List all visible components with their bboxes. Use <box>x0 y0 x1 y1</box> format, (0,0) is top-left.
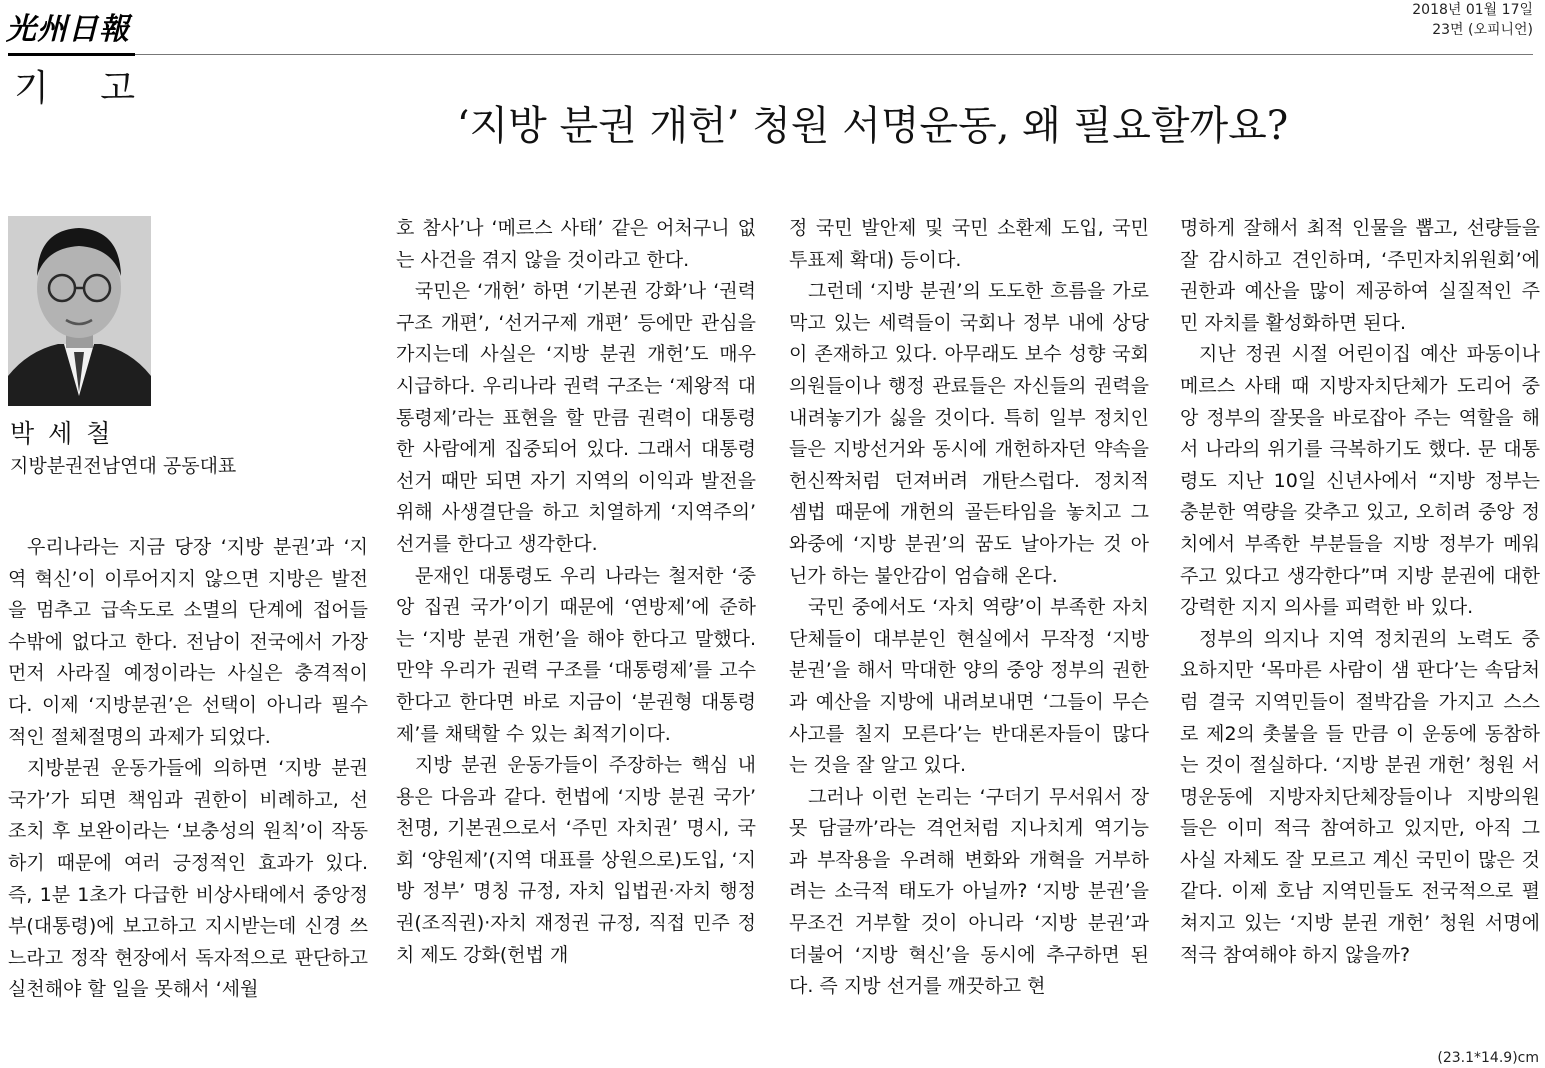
paragraph-continued: 명하게 잘해서 최적 인물을 뽑고, 선량들을 잘 감시하고 견인하며, ‘주민자치위원회’에 권한과 예산을 많이 제공하여 실질적인 주민 자치를 활성화하면 된다. <box>1180 217 1540 334</box>
publication-date: 2018년 01월 17일 <box>1412 2 1533 18</box>
publication-page: 23면 (오피니언) <box>1432 22 1533 38</box>
clipping-size-note: (23.1*14.9)cm <box>1437 1050 1539 1066</box>
paragraph: 그러나 이런 논리는 ‘구더기 무서워서 장 못 담글까’라는 격언처럼 지나치게 역기능과 부작용을 우려해 변화와 개혁을 거부하려는 소극적 태도가 아닐까? ‘지방 분권’을 무조건 거부할 것이 아니라 ‘지방 분권’과 더불어 ‘지방 혁신’을 동시에 추구하면 된다. 즉 지방 선거를 깨끗하고 현 <box>789 785 1149 998</box>
paragraph: 문재인 대통령도 우리 나라는 철저한 ‘중앙 집권 국가’이기 때문에 ‘연방제’에 준하는 ‘지방 분권 개헌’을 해야 한다고 말했다. 만약 우리가 권력 구조를 ‘대통령제’를 고수한다고 한다면 바로 지금이 ‘분권형 대통령제’를 채택할 수 있는 최적기이다. <box>396 564 756 745</box>
paragraph: 지방분권 운동가들에 의하면 ‘지방 분권 국가’가 되면 책임과 권한이 비례하고, 선 조치 후 보완이라는 ‘보충성의 원칙’이 작동하기 때문에 여러 긍정적인 효과가 있다. 즉, 1분 1초가 다급한 비상사태에서 중앙정부(대통령)에 보고하고 지시받는데 신경 쓰느라고 정작 현장에서 독자적으로 판단하고 실천해야 할 일을 못해서 ‘세월 <box>8 757 368 1001</box>
author-title: 지방분권전남연대 공동대표 <box>10 455 237 477</box>
article-headline: ‘지방 분권 개헌’ 청원 서명운동, 왜 필요할까요? <box>456 103 1289 149</box>
article-column-2 <box>396 213 756 971</box>
section-label: 기 고 <box>14 68 155 109</box>
paragraph: 지방 분권 운동가들이 주장하는 핵심 내용은 다음과 같다. 헌법에 ‘지방 분권 국가’ 천명, 기본권으로서 ‘주민 자치권’ 명시, 국회 ‘양원제’(지역 대표를 상원으로)도입, ‘지방 정부’ 명칭 규정, 자치 입법권·자치 행정권(조직권)·자치 재정권 규정, 직접 민주 정치 제도 강화(헌법 개 <box>396 754 756 966</box>
publication-info <box>1412 0 1533 40</box>
paragraph: 우리나라는 지금 당장 ‘지방 분권’과 ‘지역 혁신’이 이루어지지 않으면 지방은 발전을 멈추고 급속도로 소멸의 단계에 접어들 수밖에 없다고 한다. 전남이 전국에서 가장 먼저 사라질 예정이라는 사실은 충격적이다. 이제 ‘지방분권’은 선택이 아니라 필수적인 절체절명의 과제가 되었다. <box>8 536 368 748</box>
paragraph-continued: 정 국민 발안제 및 국민 소환제 도입, 국민 투표제 확대) 등이다. <box>789 217 1149 271</box>
paragraph: 국민은 ‘개헌’ 하면 ‘기본권 강화’나 ‘권력 구조 개편’, ‘선거구제 개편’ 등에만 관심을 가지는데 사실은 ‘지방 분권 개헌’도 매우 시급하다. 우리나라 권력 구조는 ‘제왕적 대통령제’라는 표현을 할 만큼 권력이 대통령 한 사람에게 집중되어 있다. 그래서 대통령 선거 때만 되면 자기 지역의 이익과 발전을 위해 사생결단을 하고 치열하게 ‘지역주의’ 선거를 한다고 생각한다. <box>396 280 756 555</box>
paragraph: 지난 정권 시절 어린이집 예산 파동이나 메르스 사태 때 지방자치단체가 도리어 중앙 정부의 잘못을 바로잡아 주는 역할을 해서 나라의 위기를 극복하기도 했다. 문 대통령도 지난 10일 신년사에서 “지방 정부는 충분한 역량을 갖추고 있고, 오히려 중앙 정치에서 부족한 부분들을 지방 정부가 메워주고 있다고 생각한다”며 지방 분권에 대한 강력한 지지 의사를 피력한 바 있다. <box>1180 343 1540 619</box>
paragraph: 정부의 의지나 지역 정치권의 노력도 중요하지만 ‘목마른 사람이 샘 판다’는 속담처럼 결국 지역민들이 절박감을 가지고 스스로 제2의 촛불을 들 만큼 이 운동에 동참하는 것이 절실하다. ‘지방 분권 개헌’ 청원 서명운동에 지방자치단체장들이나 지방의원들은 이미 적극 참여하고 있지만, 아직 그 사실 자체도 잘 모르고 계신 국민이 많은 것 같다. 이제 호남 지역민들도 전국적으로 펼쳐지고 있는 ‘지방 분권 개헌’ 청원 서명에 적극 참여해야 하지 않을까? <box>1180 627 1540 966</box>
paragraph: 그런데 ‘지방 분권’의 도도한 흐름을 가로 막고 있는 세력들이 국회나 정부 내에 상당이 존재하고 있다. 아무래도 보수 성향 국회의원들이나 행정 관료들은 자신들의 권력을 내려놓기가 싫을 것이다. 특히 일부 정치인들은 지방선거와 동시에 개헌하자던 약속을 헌신짝처럼 던져버려 개탄스럽다. 정치적 셈법 때문에 개헌의 골든타임을 놓치고 그 와중에 ‘지방 분권’의 꿈도 날아가는 것 아닌가 하는 불안감이 엄습해 온다. <box>789 280 1149 587</box>
article-column-1 <box>8 532 368 1006</box>
header-rule-thin <box>135 54 1533 55</box>
header-rule-thick <box>8 53 135 56</box>
paragraph: 국민 중에서도 ‘자치 역량’이 부족한 자치단체들이 대부분인 현실에서 무작정 ‘지방 분권’을 해서 막대한 양의 중앙 정부의 권한과 예산을 지방에 내려보내면 ‘그들이 무슨 사고를 칠지 모른다’는 반대론자들이 많다는 것을 잘 알고 있다. <box>789 596 1149 777</box>
paragraph-continued: 호 참사’나 ‘메르스 사태’ 같은 어처구니 없는 사건을 겪지 않을 것이라고 한다. <box>396 217 756 271</box>
author-photo <box>8 216 151 406</box>
article-column-4 <box>1180 213 1540 971</box>
newspaper-logo: 光州日報 <box>6 12 130 47</box>
article-column-3 <box>789 213 1149 1003</box>
author-name: 박 세 철 <box>10 419 114 448</box>
